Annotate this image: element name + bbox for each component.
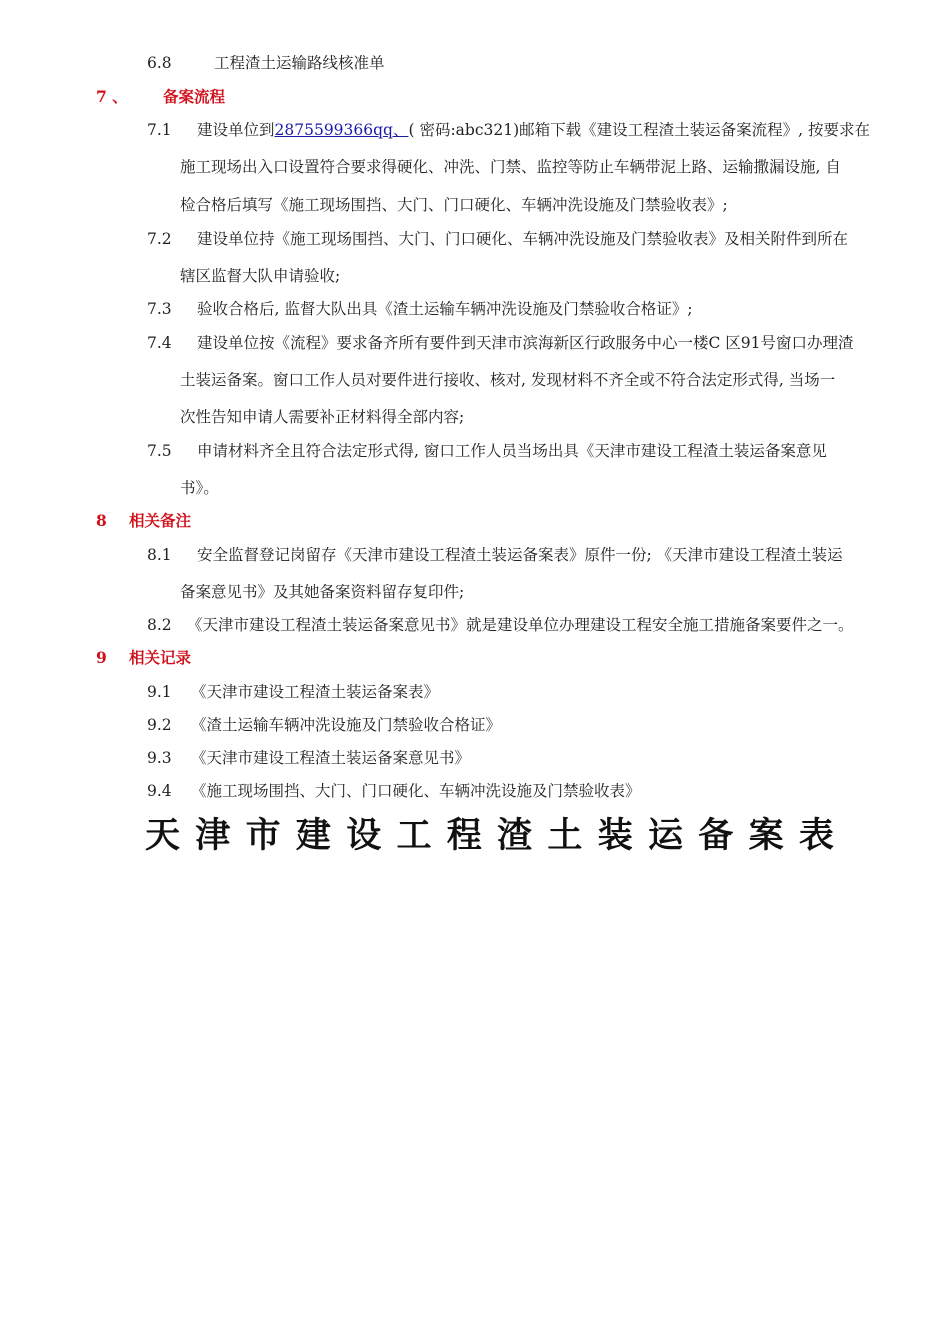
section-9-title: 相关记录 — [129, 648, 192, 667]
item-7-4-line2: 土装运备案。窗口工作人员对要件进行接收、核对, 发现材料不齐全或不符合法定形式得, 当场一 — [180, 371, 836, 389]
title-char: 建 — [295, 816, 331, 856]
item-9-4-number: 9.4 — [147, 782, 172, 800]
item-9-1-text: 《天津市建设工程渣土装运备案表》 — [191, 683, 440, 701]
title-char: 备 — [698, 816, 734, 856]
item-9-3-number: 9.3 — [147, 749, 172, 767]
title-char: 渣 — [497, 816, 533, 856]
item-8-1-line2: 备案意见书》及其她备案资料留存复印件; — [180, 583, 465, 601]
section-9-number: 9 — [96, 648, 107, 667]
item-7-1-post: ( 密码:abc321)邮箱下载《建设工程渣土装运备案流程》, 按要求在 — [408, 121, 871, 139]
item-8-2-number: 8.2 — [147, 616, 172, 634]
title-char: 设 — [346, 816, 382, 856]
section-8-number: 8 — [96, 511, 107, 530]
item-9-1-number: 9.1 — [147, 683, 172, 701]
title-char: 表 — [798, 816, 834, 856]
item-8-1-line1: 安全监督登记岗留存《天津市建设工程渣土装运备案表》原件一份; 《天津市建设工程渣土装运 — [197, 546, 843, 564]
title-char: 案 — [748, 816, 784, 856]
item-7-4-line1: 建设单位按《流程》要求备齐所有要件到天津市滨海新区行政服务中心一楼C 区91号窗口办理渣 — [197, 334, 854, 352]
item-9-4-text: 《施工现场围挡、大门、门口硬化、车辆冲洗设施及门禁验收表》 — [191, 782, 641, 800]
item-7-3-number: 7.3 — [147, 300, 172, 318]
item-7-2-line1: 建设单位持《施工现场围挡、大门、门口硬化、车辆冲洗设施及门禁验收表》及相关附件到所在 — [197, 230, 849, 248]
title-char: 土 — [547, 816, 583, 856]
title-char: 运 — [648, 816, 684, 856]
title-char: 工 — [396, 816, 432, 856]
item-7-4-line3: 次性告知申请人需要补正材料得全部内容; — [180, 408, 465, 426]
title-char: 市 — [245, 816, 281, 856]
item-7-5-line2: 书》。 — [180, 479, 219, 497]
item-7-3-line1: 验收合格后, 监督大队出具《渣土运输车辆冲洗设施及门禁验收合格证》; — [197, 300, 693, 318]
item-7-5-number: 7.5 — [147, 442, 172, 460]
item-7-1-line1 — [197, 120, 870, 140]
item-7-1-line2: 施工现场出入口设置符合要求得硬化、冲洗、门禁、监控等防止车辆带泥上路、运输撒漏设施, 自 — [180, 158, 841, 176]
item-7-5-line1: 申请材料齐全且符合法定形式得, 窗口工作人员当场出具《天津市建设工程渣土装运备案意见 — [197, 442, 827, 460]
item-7-1-pre: 建设单位到 — [197, 121, 275, 139]
item-9-2-number: 9.2 — [147, 716, 172, 734]
item-7-1-number: 7.1 — [147, 121, 172, 139]
section-7-title: 备案流程 — [163, 87, 226, 106]
item-7-2-line2: 辖区监督大队申请验收; — [180, 267, 341, 285]
title-char: 程 — [446, 816, 482, 856]
item-9-2-text: 《渣土运输车辆冲洗设施及门禁验收合格证》 — [191, 716, 502, 734]
item-7-1-line3: 检合格后填写《施工现场围挡、大门、门口硬化、车辆冲洗设施及门禁验收表》; — [180, 196, 728, 214]
item-8-1-number: 8.1 — [147, 546, 172, 564]
title-char: 津 — [195, 816, 231, 856]
email-link[interactable]: 2875599366qq、 — [274, 121, 409, 139]
item-6-8-number: 6.8 — [147, 54, 172, 72]
item-9-3-text: 《天津市建设工程渣土装运备案意见书》 — [191, 749, 471, 767]
item-8-2-line1: 《天津市建设工程渣土装运备案意见书》就是建设单位办理建设工程安全施工措施备案要件之一。 — [187, 616, 854, 634]
section-8-title: 相关备注 — [129, 511, 192, 530]
title-char: 天 — [145, 816, 181, 856]
item-7-4-number: 7.4 — [147, 334, 172, 352]
item-7-2-number: 7.2 — [147, 230, 172, 248]
section-7-number: 7 、 — [96, 87, 128, 106]
title-char: 装 — [597, 816, 633, 856]
item-6-8-text: 工程渣土运输路线核准单 — [214, 54, 385, 72]
